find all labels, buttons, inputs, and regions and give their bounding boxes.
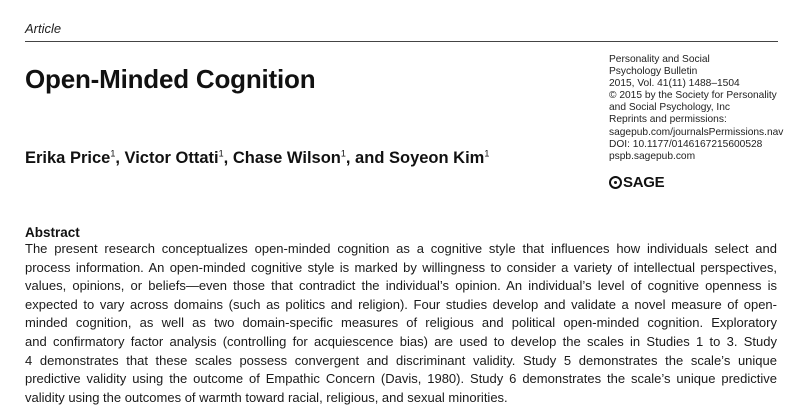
author-separator: , and [345,149,389,167]
article-type-label: Article [25,21,62,36]
paper-title: Open-Minded Cognition [25,64,316,94]
abstract-line: expected to vary across domains (such as politics and religion). Four studies develop and validate a novel measure of open- [25,296,777,312]
journal-info-line: sagepub.com/journalsPermissions.nav [609,126,784,138]
abstract-line: values, opinions, or beliefs—even those that contradict the individual’s opinion. An individual’s level of cognitive openness is [25,278,777,294]
abstract-line: minded cognition, as well as two domain-specific measures of religious and political open-minded cognition. Exploratory [25,315,777,331]
sage-logo-text: SAGE [623,174,665,191]
author-name: Chase Wilson [232,149,341,167]
abstract-line: validity using the outcomes of warmth toward racial, religious, and sexual minorities. [25,389,508,405]
abstract-line: process information. An open-minded cognitive style is marked by willingness to consider a variety of intellectual perspectives, [25,259,777,275]
journal-info-line: and Social Psychology, Inc [609,102,730,114]
abstract-line: The present research conceptualizes open-minded cognition as a cognitive style that influences how individuals select and [25,241,777,256]
author-affiliation-mark: 1 [110,148,116,159]
abstract-heading: Abstract [25,225,80,240]
journal-info-line: DOI: 10.1177/0146167215600528 [609,138,763,150]
journal-info-line: pspb.sagepub.com [609,150,696,162]
journal-info-line: 2015, Vol. 41(11) 1488–1504 [609,78,740,90]
author-list [25,149,489,168]
sage-mark-icon [609,176,622,189]
author-separator: , [115,149,125,167]
abstract-line: 4 demonstrates that these scales possess convergent and discriminant validity. Study 5 demonstrates the scale’s unique [25,352,777,368]
journal-info-line: Psychology Bulletin [609,66,698,78]
author-affiliation-mark: 1 [484,148,490,159]
author-separator: , [223,149,233,167]
abstract-body [25,240,777,407]
abstract-line: and confirmatory factor analysis (controlling for acquiescence bias) are used to develop the scales in Studies 1 to 3. Study [25,333,777,349]
header-divider [25,41,778,42]
author-affiliation-mark: 1 [218,148,224,159]
author-name: Soyeon Kim [388,149,485,167]
journal-info-line: © 2015 by the Society for Personality [609,90,777,102]
journal-info-line: Personality and Social [609,54,710,65]
journal-info [609,54,794,163]
abstract-line: predictive validity using the outcome of Empathic Concern (Davis, 1980). Study 6 demonstrates the scale’s unique predictive [25,371,777,387]
author-name: Erika Price [25,149,111,167]
journal-info-line: Reprints and permissions: [609,114,727,126]
author-name: Victor Ottati [124,149,219,167]
sage-logo [609,174,664,191]
author-affiliation-mark: 1 [340,148,346,159]
